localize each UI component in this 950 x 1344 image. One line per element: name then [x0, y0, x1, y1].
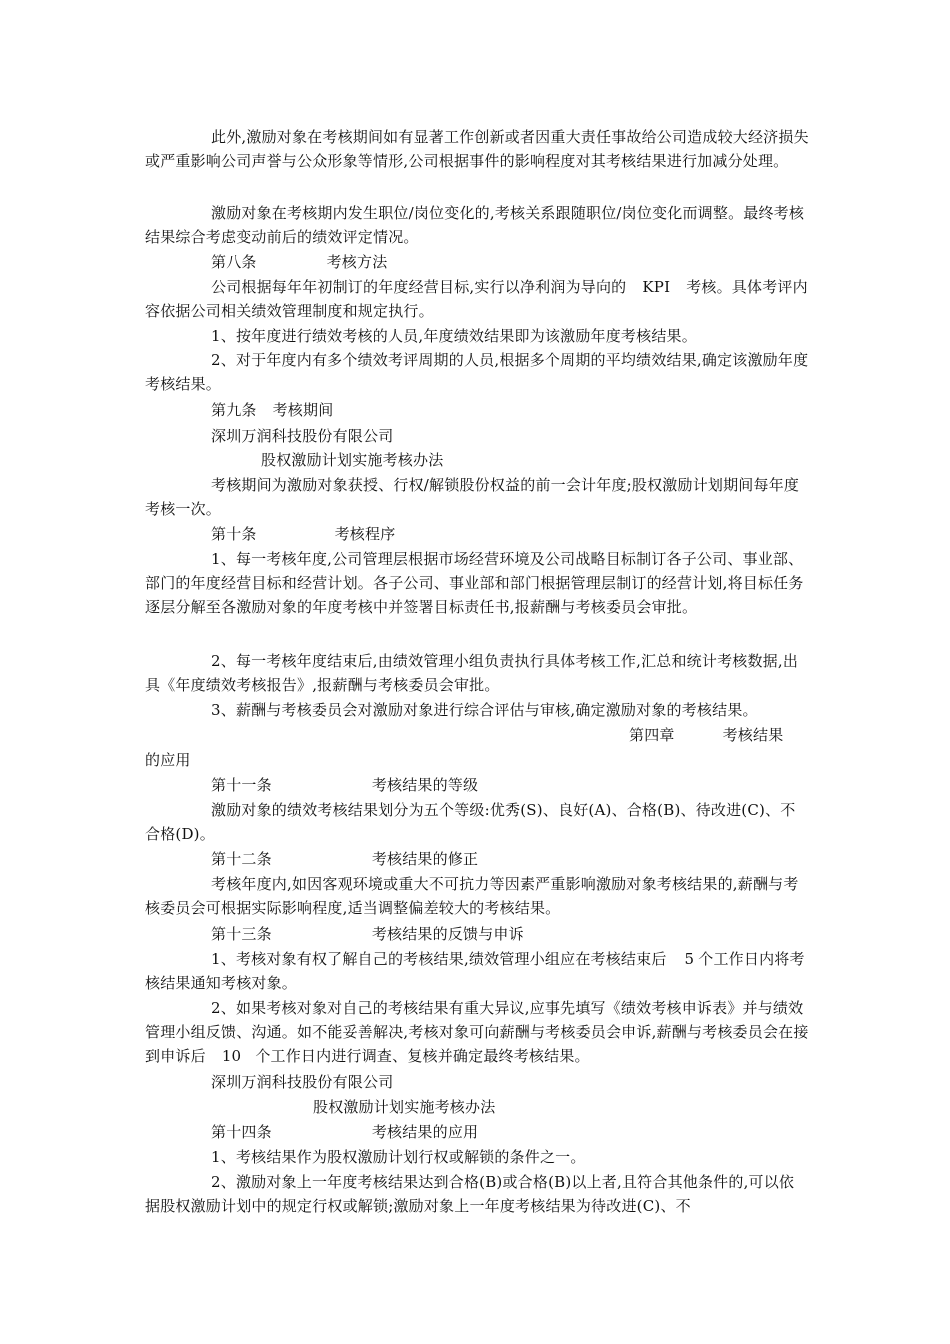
article-number: 第十四条 — [211, 1123, 272, 1141]
article-10-item-2: 2、每一考核年度结束后,由绩效管理小组负责执行具体考核工作,汇总和统计考核数据,出具《年度绩效考核报告》,报薪酬与考核委员会审批。 — [145, 652, 799, 694]
article-14-item-2: 2、激励对象上一年度考核结果达到合格(B)或合格(B)以上者,且符合其他条件的,可以依据股权激励计划中的规定行权或解锁;激励对象上一年度考核结果为待改进(C)、不 — [145, 1173, 795, 1215]
paragraph-position-change: 激励对象在考核期内发生职位/岗位变化的,考核关系跟随职位/岗位变化而调整。最终考核结果综合考虑变动前后的绩效评定情况。 — [145, 204, 805, 246]
article-title: 考核期间 — [272, 401, 334, 419]
paragraph-adjustment: 此外,激励对象在考核期间如有显著工作创新或者因重大责任事故给公司造成较大经济损失或严重影响公司声誉与公众形象等情形,公司根据事件的影响程度对其考核结果进行加减分处理。 — [145, 128, 809, 170]
days-count: 5 — [684, 950, 695, 968]
article-title: 考核结果的反馈与申诉 — [371, 925, 524, 943]
running-header-title: 股权激励计划实施考核办法 — [261, 451, 444, 469]
article-8-item-1: 1、按年度进行绩效考核的人员,年度绩效结果即为该激励年度考核结果。 — [211, 327, 697, 345]
article-title: 考核结果的应用 — [371, 1123, 479, 1141]
article-title: 考核方法 — [326, 253, 388, 271]
article-13-item-1: 1、考核对象有权了解自己的考核结果,绩效管理小组应在考核结束后 5 个工作日内将考核结果通知考核对象。 — [145, 950, 805, 992]
article-8-item-2: 2、对于年度内有多个绩效考评周期的人员,根据多个周期的平均绩效结果,确定该激励年度考核结果。 — [145, 351, 809, 393]
article-9-heading — [145, 398, 875, 422]
article-11-heading — [145, 773, 875, 797]
running-header-title-2: 股权激励计划实施考核办法 — [313, 1098, 496, 1116]
article-8-heading — [145, 250, 875, 274]
days-count: 10 — [221, 1047, 242, 1065]
article-number: 第八条 — [211, 253, 257, 271]
article-8-method: 公司根据每年年初制订的年度经营目标,实行以净利润为导向的 KPI 考核。具体考评内容依据公司相关绩效管理制度和规定执行。 — [145, 278, 808, 320]
chapter-4-heading-cont: 的应用 — [145, 751, 191, 769]
chapter-title: 考核结果 — [722, 726, 784, 744]
article-10-item-3: 3、薪酬与考核委员会对激励对象进行综合评估与审核,确定激励对象的考核结果。 — [211, 701, 758, 719]
article-11-grades: 激励对象的绩效考核结果划分为五个等级:优秀(S)、良好(A)、合格(B)、待改进(C)、不合格(D)。 — [145, 801, 796, 843]
running-header-company-2: 深圳万润科技股份有限公司 — [211, 1073, 394, 1091]
article-10-heading — [145, 522, 875, 546]
chapter-4-heading — [145, 723, 809, 747]
article-14-item-1: 1、考核结果作为股权激励计划行权或解锁的条件之一。 — [211, 1148, 586, 1166]
kpi-term: KPI — [642, 278, 671, 296]
article-title: 考核结果的修正 — [371, 850, 479, 868]
article-10-item-1: 1、每一考核年度,公司管理层根据市场经营环境及公司战略目标制订各子公司、事业部、部门的年度经营目标和经营计划。各子公司、事业部和部门根据管理层制订的经营计划,将目标任务逐层分解至各激励对象的年度考核中并签署目标责任书,报薪酬与考核委员会审批。 — [145, 550, 804, 616]
article-number: 第十二条 — [211, 850, 272, 868]
article-12-correction: 考核年度内,如因客观环境或重大不可抗力等因素严重影响激励对象考核结果的,薪酬与考核委员会可根据实际影响程度,适当调整偏差较大的考核结果。 — [145, 875, 799, 917]
chapter-number: 第四章 — [629, 726, 675, 744]
article-13-item-2: 2、如果考核对象对自己的考核结果有重大异议,应事先填写《绩效考核申诉表》并与绩效管理小组反馈、沟通。如不能妥善解决,考核对象可向薪酬与考核委员会申诉,薪酬与考核委员会在接到申诉后 10 个工作日内进行调查、复核并确定最终考核结果。 — [145, 999, 809, 1065]
article-number: 第十条 — [211, 525, 257, 543]
article-14-heading — [145, 1120, 875, 1144]
article-title: 考核程序 — [334, 525, 396, 543]
article-number: 第十一条 — [211, 776, 272, 794]
article-13-heading — [145, 922, 875, 946]
article-number: 第十三条 — [211, 925, 272, 943]
article-9-period: 考核期间为激励对象获授、行权/解锁股份权益的前一会计年度;股权激励计划期间每年度考核一次。 — [145, 476, 800, 518]
article-title: 考核结果的等级 — [371, 776, 479, 794]
article-number: 第九条 — [211, 401, 257, 419]
article-12-heading — [145, 847, 875, 871]
running-header-company: 深圳万润科技股份有限公司 — [211, 427, 394, 445]
